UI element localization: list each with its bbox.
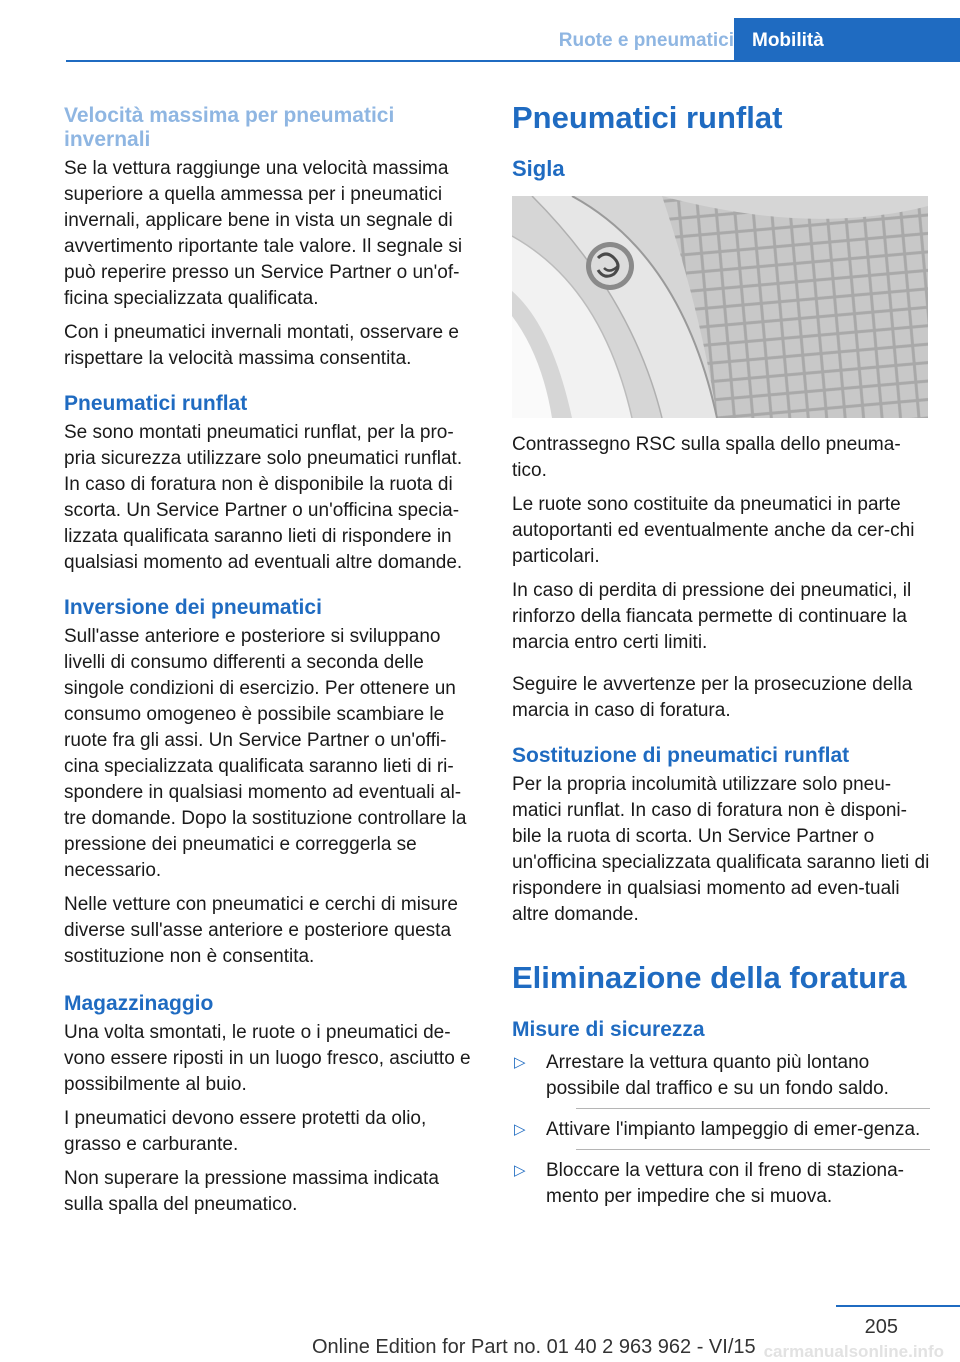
left-column (64, 100, 480, 1218)
winter-speed-paragraph-2: Con i pneumatici invernali montati, osservare e rispettare la velocità massima consentita. (64, 322, 459, 369)
rotation-paragraph-2: Nelle vetture con pneumatici e cerchi di misure diverse sull'asse anteriore e posteriore questa sostituzione non è consentita. (64, 894, 458, 967)
triangle-bullet-icon: ▷ (514, 1162, 526, 1179)
footer-rule (836, 1305, 960, 1307)
list-item-text: Bloccare la vettura con il freno di staziona‐mento per impedire che si muova. (546, 1160, 905, 1207)
heading-sigla: Sigla (512, 156, 565, 181)
heading-rotation: Inversione dei pneumatici (64, 596, 322, 619)
replace-paragraph: Per la propria incolumità utilizzare solo pneu‐matici runflat. In caso di foratura non è disponi‐bile la ruota di scorta. Un Service Partner o un'officina specializzata qualificata saranno lieti di rispondere in qualsiasi momento ad even‐tuali altre domande. (512, 774, 930, 925)
list-divider (576, 1108, 930, 1109)
tire-illustration (512, 196, 928, 418)
rotation-paragraph-1: Sull'asse anteriore e posteriore si sviluppano livelli di consumo differenti a seconda delle singole condizioni di esercizio. Per ottenere un consumo omogeneo è possibile scambiare le ruote fra gli assi. Un Service Partner o un'offi‐cina specializzata qualificata saranno lieti di ri‐spondere in qualsiasi momento ad eventuali al‐tre domande. Dopo la sostituzione controllare la pressione dei pneumatici e correggerla se necessario. (64, 626, 467, 881)
heading-winter-speed: Velocità massima per pneumatici invernali (64, 104, 395, 151)
heading-puncture: Eliminazione della foratura (512, 960, 907, 995)
triangle-bullet-icon: ▷ (514, 1054, 526, 1071)
safety-list (512, 1050, 930, 1210)
header-chapter-tab (734, 18, 960, 62)
list-item (512, 1050, 930, 1109)
heading-replace-runflat: Sostituzione di pneumatici runflat (512, 744, 850, 767)
list-divider (576, 1149, 930, 1150)
list-item (512, 1117, 930, 1150)
heading-safety-measures: Misure di sicurezza (512, 1018, 705, 1041)
heading-runflat-left: Pneumatici runflat (64, 392, 248, 415)
heading-storage: Magazzinaggio (64, 992, 214, 1015)
sigla-paragraph-2: In caso di perdita di pressione dei pneumatici, il rinforzo della fiancata permette di continuare la marcia entro certi limiti. (512, 580, 912, 653)
header-rule (66, 60, 960, 62)
triangle-bullet-icon: ▷ (514, 1121, 526, 1138)
storage-paragraph-3: Non superare la pressione massima indicata sulla spalla del pneumatico. (64, 1168, 439, 1215)
runflat-paragraph: Se sono montati pneumatici runflat, per la pro‐pria sicurezza utilizzare solo pneumatici runflat. In caso di foratura non è disponibile la ruota di scorta. Un Service Partner o un'officina specia‐lizzata qualificata saranno lieti di rispondere in qualsiasi momento ad eventuali altre domande. (64, 422, 463, 573)
heading-runflat-main: Pneumatici runflat (512, 100, 783, 135)
list-item-text: Arrestare la vettura quanto più lontano possibile dal traffico e su un fondo saldo. (546, 1052, 889, 1099)
list-item-text: Attivare l'impianto lampeggio di emer‐genza. (546, 1119, 921, 1140)
list-item (512, 1158, 930, 1210)
right-column (512, 100, 930, 1210)
header-chapter-label: Mobilità (752, 30, 824, 51)
header-section-title: Ruote e pneumatici (558, 30, 734, 51)
sigla-paragraph-3: Seguire le avvertenze per la prosecuzione della marcia in caso di foratura. (512, 674, 913, 721)
tire-sidewall-drawing (512, 196, 928, 418)
winter-speed-paragraph-1: Se la vettura raggiunge una velocità massima superiore a quella ammessa per i pneumatici invernali, applicare bene in vista un segnale di avvertimento riportante tale valore. Il segnale si può reperire presso un Service Partner o un'of‐ficina specializzata qualificata. (64, 158, 463, 309)
figure-caption: Contrassegno RSC sulla spalla dello pneuma‐tico. (512, 434, 901, 481)
page-header (66, 0, 960, 62)
sigla-paragraph-1: Le ruote sono costituite da pneumatici in parte autoportanti ed eventualmente anche da cer‐chi particolari. (512, 494, 915, 567)
watermark: carmanualsonline.info (763, 1342, 944, 1361)
page-number: 205 (864, 1316, 898, 1338)
storage-paragraph-1: Una volta smontati, le ruote o i pneumatici de‐vono essere riposti in un luogo fresco, asciutto e possibilmente al buio. (64, 1022, 471, 1095)
storage-paragraph-2: I pneumatici devono essere protetti da olio, grasso e carburante. (64, 1108, 427, 1155)
edition-note: Online Edition for Part no. 01 40 2 963 962 - VI/15 (312, 1336, 756, 1358)
